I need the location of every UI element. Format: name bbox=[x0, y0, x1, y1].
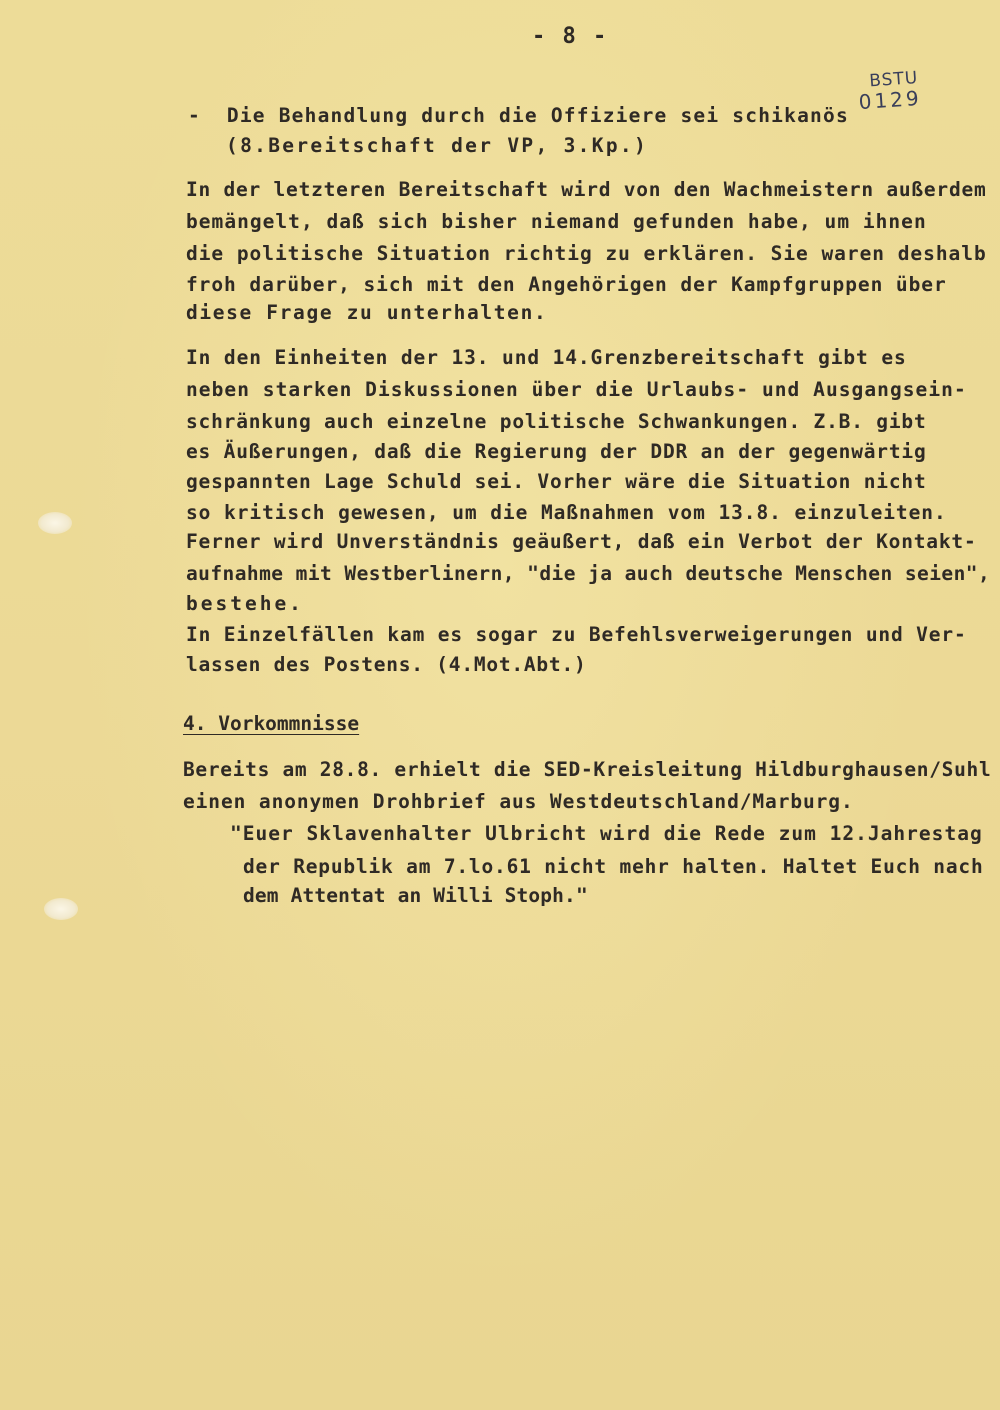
paragraph-line: In den Einheiten der 13. und 14.Grenzbereitschaft gibt es bbox=[186, 346, 907, 369]
paragraph-line: so kritisch gewesen, um die Maßnahmen vom 13.8. einzuleiten. bbox=[186, 501, 947, 524]
punch-hole-upper bbox=[38, 512, 72, 534]
archive-stamp bbox=[857, 67, 923, 115]
quote-line: der Republik am 7.lo.61 nicht mehr halten. Haltet Euch nach bbox=[243, 855, 984, 878]
paragraph-line: lassen des Postens. (4.Mot.Abt.) bbox=[186, 653, 587, 676]
page-number: - 8 - bbox=[532, 24, 609, 49]
paragraph-line: schränkung auch einzelne politische Schwankungen. Z.B. gibt bbox=[186, 410, 927, 433]
quote-line: "Euer Sklavenhalter Ulbricht wird die Rede zum 12.Jahrestag bbox=[230, 822, 983, 845]
archive-stamp-label: BSTU bbox=[868, 67, 919, 92]
paragraph-line: bestehe. bbox=[186, 592, 304, 615]
paragraph-line: Bereits am 28.8. erhielt die SED-Kreisleitung Hildburghausen/Suhl bbox=[183, 758, 992, 781]
bullet-item-line: - Die Behandlung durch die Offiziere sei schikanös bbox=[188, 104, 849, 127]
paragraph-line: die politische Situation richtig zu erklären. Sie waren deshalb bbox=[186, 242, 987, 265]
paragraph-line: einen anonymen Drohbrief aus Westdeutschland/Marburg. bbox=[183, 790, 854, 813]
paragraph-line: bemängelt, daß sich bisher niemand gefunden habe, um ihnen bbox=[186, 210, 927, 233]
paragraph-line: diese Frage zu unterhalten. bbox=[186, 301, 548, 324]
quote-line: dem Attentat an Willi Stoph." bbox=[243, 884, 588, 907]
paragraph-line: es Äußerungen, daß die Regierung der DDR an der gegenwärtig bbox=[186, 440, 927, 463]
paragraph-line: gespannten Lage Schuld sei. Vorher wäre die Situation nicht bbox=[186, 470, 927, 493]
paragraph-line: Ferner wird Unverständnis geäußert, daß ein Verbot der Kontakt- bbox=[186, 530, 977, 553]
paragraph-line: In der letzteren Bereitschaft wird von den Wachmeistern außerdem bbox=[186, 178, 987, 201]
paragraph-line: neben starken Diskussionen über die Urlaubs- und Ausgangsein- bbox=[186, 378, 967, 401]
punch-hole-lower bbox=[44, 898, 78, 920]
paragraph-line: aufnahme mit Westberlinern, "die ja auch deutsche Menschen seien", bbox=[186, 562, 991, 585]
archive-stamp-number: 0129 bbox=[857, 85, 923, 115]
paragraph-line: froh darüber, sich mit den Angehörigen der Kampfgruppen über bbox=[186, 273, 947, 296]
section-heading: 4. Vorkommnisse bbox=[183, 712, 360, 735]
bullet-item-line: (8.Bereitschaft der VP, 3.Kp.) bbox=[226, 134, 649, 157]
paragraph-line: In Einzelfällen kam es sogar zu Befehlsverweigerungen und Ver- bbox=[186, 623, 967, 646]
